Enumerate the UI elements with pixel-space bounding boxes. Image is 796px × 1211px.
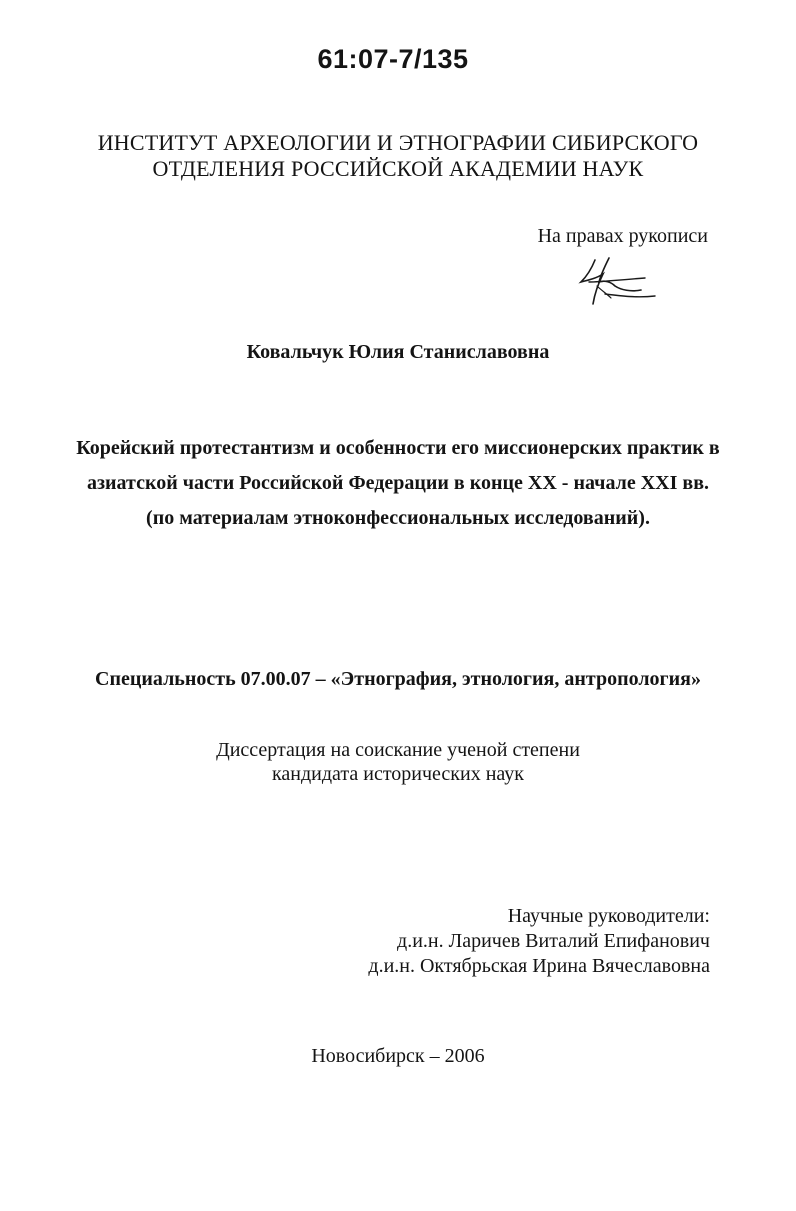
dissertation-title xyxy=(60,431,736,536)
advisors-heading: Научные руководители: xyxy=(507,905,710,927)
degree-line-2: кандидата исторических наук xyxy=(271,763,525,785)
manuscript-rights: На правах рукописи xyxy=(537,225,708,247)
title-line-1: Корейский протестантизм и особенности его миссионерских практик в xyxy=(76,437,720,459)
institute-line-1: ИНСТИТУТ АРХЕОЛОГИИ И ЭТНОГРАФИИ СИБИРСКОГО xyxy=(97,130,699,155)
author-name: Ковальчук Юлия Станиславовна xyxy=(246,341,550,363)
advisor-2: д.и.н. Октябрьская Ирина Вячеславовна xyxy=(368,955,710,977)
specialty: Специальность 07.00.07 – «Этнография, этнология, антропология» xyxy=(95,668,701,690)
institute-name xyxy=(0,130,796,182)
institute-line-2: ОТДЕЛЕНИЯ РОССИЙСКОЙ АКАДЕМИИ НАУК xyxy=(152,156,644,181)
handwritten-signature xyxy=(575,252,665,308)
document-code: 61:07-7/135 xyxy=(317,44,469,74)
title-line-3: (по материалам этноконфессиональных исследований). xyxy=(146,507,650,529)
advisor-1: д.и.н. Ларичев Виталий Епифанович xyxy=(397,930,710,952)
scientific-advisors xyxy=(368,904,710,979)
degree-line-1: Диссертация на соискание ученой степени xyxy=(216,739,580,761)
title-line-2: азиатской части Российской Федерации в конце XX - начале XXI вв. xyxy=(86,472,709,494)
city-year: Новосибирск – 2006 xyxy=(311,1045,485,1067)
degree-statement xyxy=(0,738,796,786)
